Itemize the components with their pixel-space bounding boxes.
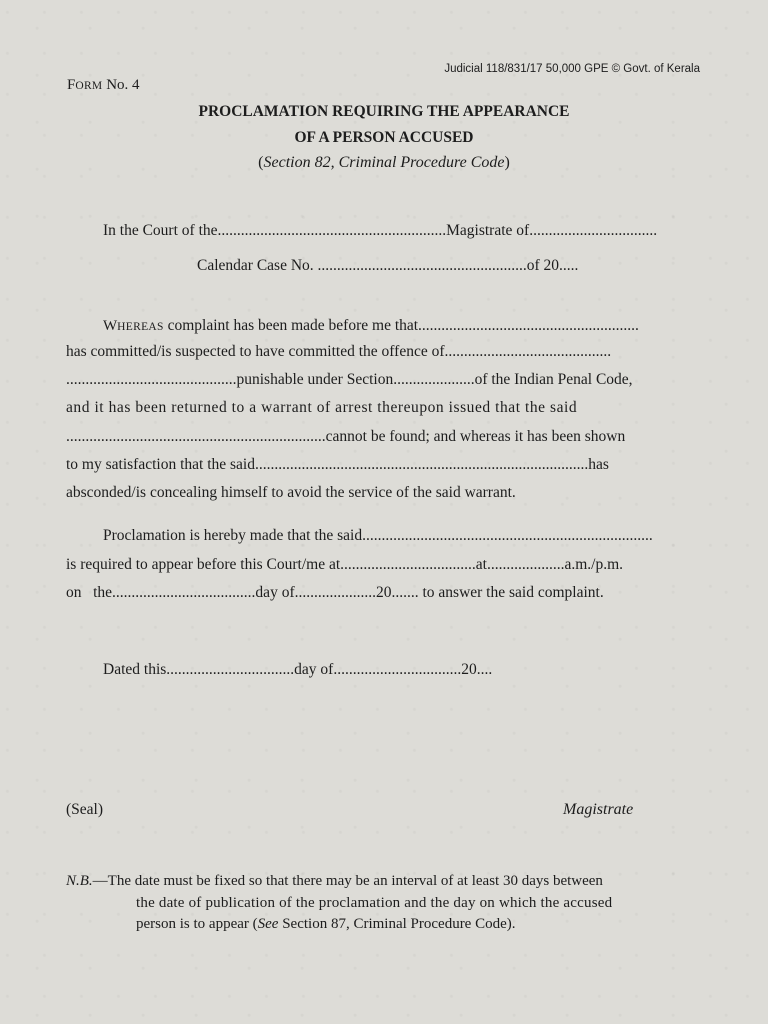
form-label-rest: ORM bbox=[75, 80, 103, 92]
magistrate-label: Magistrate bbox=[563, 801, 634, 818]
dated-line: Dated this.................................day of.................................20.... bbox=[103, 661, 493, 678]
form-number: No. 4 bbox=[106, 77, 140, 93]
seal-label: (Seal) bbox=[66, 801, 104, 818]
whereas-line1 bbox=[103, 317, 639, 335]
note-line2: the date of publication of the proclamation and the day on which the accused bbox=[136, 895, 613, 911]
calendar-case-line: Calendar Case No. ......................................................of 20..... bbox=[197, 257, 579, 274]
whereas-line3: ............................................punishable under Section.....................of the Indian Penal Code, bbox=[66, 371, 633, 388]
proclamation-line3 bbox=[66, 583, 698, 603]
form-title-line2: OF A PERSON ACCUSED bbox=[294, 129, 474, 146]
proclamation-line1: Proclamation is hereby made that the said........................................................................... bbox=[103, 527, 653, 544]
form-citation bbox=[0, 154, 768, 172]
proclamation-on: on bbox=[66, 584, 82, 601]
whereas-line6: to my satisfaction that the said......................................................................................has bbox=[66, 456, 609, 473]
whereas-line5: ...................................................................cannot be found; and whereas it has been shown bbox=[66, 428, 626, 445]
court-line: In the Court of the...........................................................Magistrate of................................. bbox=[103, 222, 658, 239]
note-line1-text: —The date must be fixed so that there may be an interval of at least 30 days between bbox=[92, 873, 603, 889]
printer-imprint: Judicial 118/831/17 50,000 GPE © Govt. of Kerala bbox=[444, 63, 700, 75]
whereas-rest: HEREAS bbox=[117, 321, 164, 333]
note-line1 bbox=[66, 873, 603, 890]
citation-open-paren: ( bbox=[258, 154, 264, 171]
proclamation-line2: is required to appear before this Court/me at...................................at....................a.m./p.m. bbox=[66, 556, 624, 573]
whereas-initial: W bbox=[103, 318, 118, 334]
form-title-line1: PROCLAMATION REQUIRING THE APPEARANCE bbox=[198, 103, 570, 120]
citation-close-paren: ) bbox=[504, 154, 510, 171]
whereas-line1-text: complaint has been made before me that......................................................... bbox=[163, 317, 639, 334]
whereas-line7: absconded/is concealing himself to avoid the service of the said warrant. bbox=[66, 484, 516, 501]
citation-text: Section 82, Criminal Procedure Code bbox=[263, 154, 505, 171]
form-label-initial: F bbox=[67, 77, 76, 93]
note-line3-post: Section 87, Criminal Procedure Code). bbox=[278, 916, 516, 932]
note-label: N.B. bbox=[66, 873, 93, 889]
note-line3-pre: person is to appear ( bbox=[136, 916, 258, 932]
whereas-line2: has committed/is suspected to have committed the offence of........................................... bbox=[66, 343, 612, 360]
note-see: See bbox=[257, 916, 279, 932]
proclamation-line3-text: the.....................................day of.....................20....... to answer the said complaint. bbox=[93, 584, 604, 601]
whereas-line4: and it has been returned to a warrant of arrest thereupon issued that the said bbox=[66, 399, 578, 416]
form-number-label bbox=[67, 77, 140, 94]
note-line3 bbox=[136, 916, 516, 933]
